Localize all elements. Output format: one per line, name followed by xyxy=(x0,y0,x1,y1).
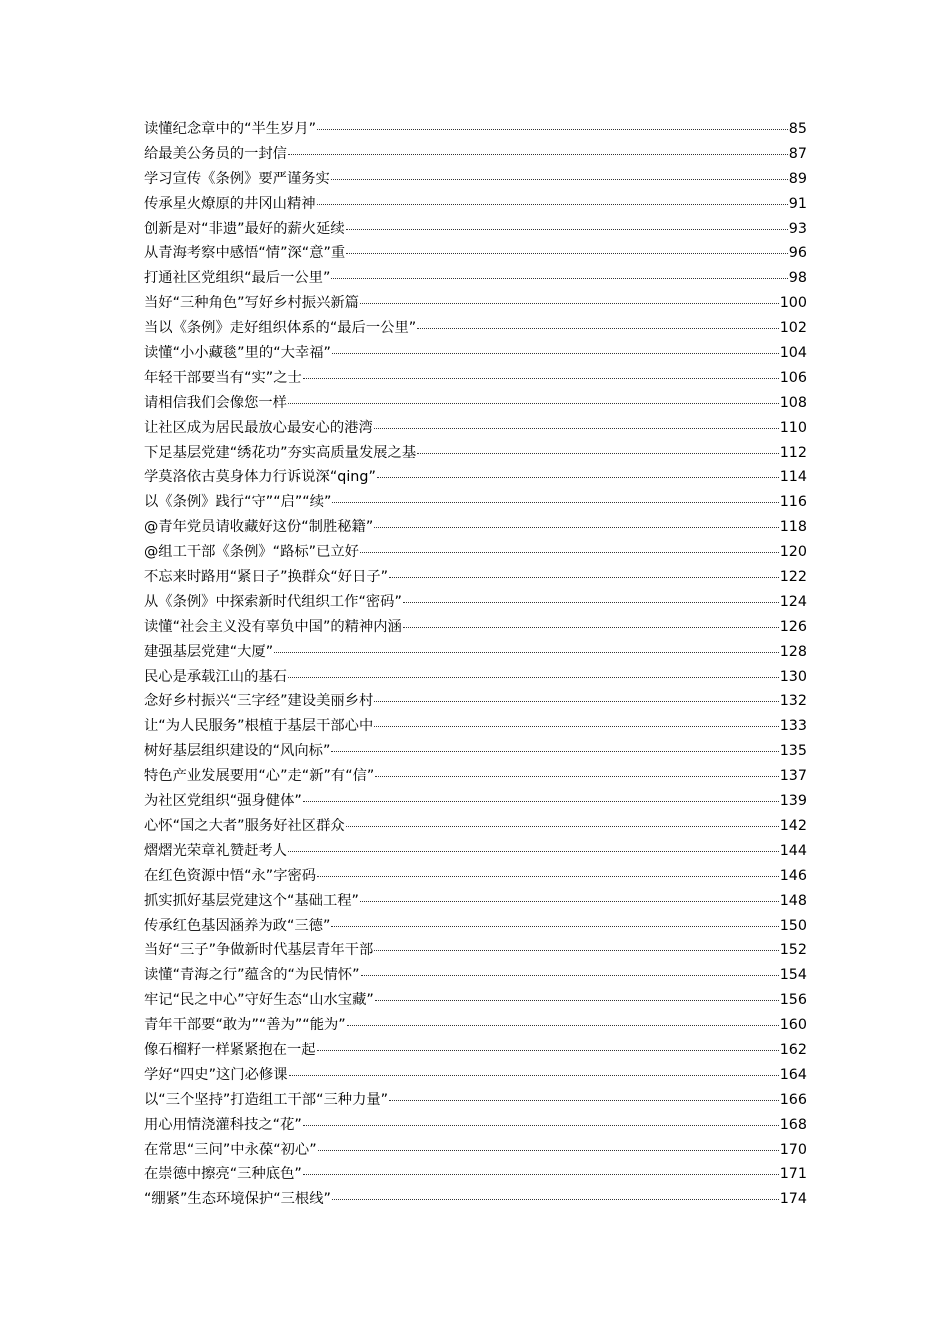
toc-entry[interactable] xyxy=(144,1013,807,1038)
toc-entry[interactable] xyxy=(144,316,807,341)
toc-entry[interactable] xyxy=(144,665,807,690)
toc-entry-page-number: 135 xyxy=(779,743,807,760)
toc-entry-page-number: 102 xyxy=(779,320,807,337)
toc-dot-leader xyxy=(374,726,778,727)
toc-entry-page-number: 128 xyxy=(779,643,807,660)
toc-entry-title: 特色产业发展要用“心”走“新”有“信” xyxy=(144,768,375,785)
toc-entry-page-number: 164 xyxy=(779,1066,807,1083)
toc-dot-leader xyxy=(346,826,779,827)
toc-entry-title: 心怀“国之大者”服务好社区群众 xyxy=(144,817,345,834)
toc-dot-leader xyxy=(332,1199,779,1200)
toc-dot-leader xyxy=(331,751,778,752)
toc-entry-page-number: 152 xyxy=(779,942,807,959)
toc-dot-leader xyxy=(347,1025,779,1026)
toc-entry-title: 树好基层组织建设的“风向标” xyxy=(144,743,331,760)
toc-entry[interactable] xyxy=(144,988,807,1013)
toc-entry[interactable] xyxy=(144,441,807,466)
toc-entry-page-number: 120 xyxy=(779,544,807,561)
toc-entry[interactable] xyxy=(144,839,807,864)
toc-entry[interactable] xyxy=(144,540,807,565)
toc-entry-title: 请相信我们会像您一样 xyxy=(144,394,287,411)
toc-entry-title: 在常思“三问”中永葆“初心” xyxy=(144,1141,317,1158)
toc-entry-title: 传承红色基因涵养为政“三德” xyxy=(144,917,331,934)
toc-entry[interactable] xyxy=(144,814,807,839)
toc-entry[interactable] xyxy=(144,266,807,291)
toc-dot-leader xyxy=(288,154,788,155)
toc-entry-title: 当以《条例》走好组织体系的“最后一公里” xyxy=(144,320,417,337)
toc-entry-page-number: 132 xyxy=(779,693,807,710)
toc-entry[interactable] xyxy=(144,640,807,665)
toc-entry-page-number: 108 xyxy=(779,394,807,411)
toc-entry-title: 创新是对“非遗”最好的薪火延续 xyxy=(144,220,345,237)
toc-dot-leader xyxy=(317,204,788,205)
toc-dot-leader xyxy=(332,502,778,503)
toc-entry[interactable] xyxy=(144,889,807,914)
toc-entry-page-number: 154 xyxy=(779,967,807,984)
toc-entry-page-number: 146 xyxy=(779,867,807,884)
toc-dot-leader xyxy=(375,1000,779,1001)
toc-entry-title: 读懂“青海之行”蕴含的“为民情怀” xyxy=(144,967,360,984)
toc-entry-page-number: 160 xyxy=(779,1017,807,1034)
toc-dot-leader xyxy=(417,453,779,454)
toc-dot-leader xyxy=(289,1075,779,1076)
toc-entry-page-number: 85 xyxy=(788,121,807,137)
toc-dot-leader xyxy=(346,229,788,230)
toc-dot-leader xyxy=(317,1050,779,1051)
toc-entry[interactable] xyxy=(144,366,807,391)
toc-dot-leader xyxy=(331,926,778,927)
toc-dot-leader xyxy=(317,876,779,877)
toc-dot-leader xyxy=(377,477,779,478)
toc-entry-title: 读懂“小小藏毯”里的“大幸福” xyxy=(144,345,331,362)
toc-entry-page-number: 162 xyxy=(779,1041,807,1058)
toc-entry-title: 当好“三种角色”写好乡村振兴新篇 xyxy=(144,295,359,312)
toc-entry[interactable] xyxy=(144,565,807,590)
toc-entry-title: 让社区成为居民最放心最安心的港湾 xyxy=(144,419,373,436)
toc-entry[interactable] xyxy=(144,1038,807,1063)
toc-entry-page-number: 142 xyxy=(779,817,807,834)
toc-entry-page-number: 174 xyxy=(779,1191,807,1208)
table-of-contents xyxy=(144,117,807,1212)
toc-dot-leader xyxy=(303,378,779,379)
toc-entry[interactable] xyxy=(144,789,807,814)
toc-entry[interactable] xyxy=(144,1162,807,1187)
toc-entry-title: 让“为人民服务”根植于基层干部心中 xyxy=(144,718,374,735)
toc-entry-page-number: 93 xyxy=(788,220,807,237)
toc-dot-leader xyxy=(361,975,779,976)
toc-dot-leader xyxy=(288,851,779,852)
toc-entry-page-number: 168 xyxy=(779,1116,807,1133)
toc-dot-leader xyxy=(288,403,779,404)
toc-entry-page-number: 100 xyxy=(779,295,807,312)
toc-entry-page-number: 116 xyxy=(779,494,807,511)
toc-entry[interactable] xyxy=(144,490,807,515)
toc-dot-leader xyxy=(374,701,778,702)
toc-entry-title: 像石榴籽一样紧紧抱在一起 xyxy=(144,1041,316,1058)
toc-entry-title: 打通社区党组织“最后一公里” xyxy=(144,270,331,287)
toc-dot-leader xyxy=(360,901,779,902)
toc-entry-title: @青年党员请收藏好这份“制胜秘籍” xyxy=(144,519,374,536)
toc-entry-page-number: 170 xyxy=(779,1141,807,1158)
toc-dot-leader xyxy=(303,1174,779,1175)
toc-entry[interactable] xyxy=(144,465,807,490)
toc-entry[interactable] xyxy=(144,142,807,167)
toc-entry-page-number: 137 xyxy=(779,768,807,785)
toc-entry-page-number: 156 xyxy=(779,992,807,1009)
toc-entry[interactable] xyxy=(144,615,807,640)
toc-entry[interactable] xyxy=(144,764,807,789)
toc-dot-leader xyxy=(375,776,778,777)
toc-entry[interactable] xyxy=(144,515,807,540)
toc-entry-page-number: 126 xyxy=(779,618,807,635)
toc-entry[interactable] xyxy=(144,391,807,416)
toc-dot-leader xyxy=(389,577,779,578)
toc-dot-leader xyxy=(303,801,779,802)
toc-dot-leader xyxy=(303,1125,779,1126)
toc-dot-leader xyxy=(332,353,779,354)
toc-entry-title: 在红色资源中悟“永”字密码 xyxy=(144,867,317,884)
toc-dot-leader xyxy=(318,1150,779,1151)
toc-entry[interactable] xyxy=(144,416,807,441)
toc-entry-title: 抓实抓好基层党建这个“基础工程” xyxy=(144,892,359,909)
toc-entry-title: 建强基层党建“大厦” xyxy=(144,643,274,660)
toc-entry-page-number: 144 xyxy=(779,842,807,859)
toc-dot-leader xyxy=(403,627,779,628)
toc-entry[interactable] xyxy=(144,914,807,939)
toc-entry-page-number: 148 xyxy=(779,892,807,909)
toc-entry-page-number: 166 xyxy=(779,1091,807,1108)
toc-entry-title: 熠熠光荣章礼赞赶考人 xyxy=(144,842,287,859)
toc-dot-leader xyxy=(417,328,779,329)
toc-dot-leader xyxy=(374,950,778,951)
toc-entry[interactable] xyxy=(144,1138,807,1163)
toc-entry-page-number: 104 xyxy=(779,345,807,362)
toc-entry-page-number: 171 xyxy=(779,1166,807,1183)
toc-dot-leader xyxy=(360,552,779,553)
toc-entry[interactable] xyxy=(144,590,807,615)
toc-entry-title: 念好乡村振兴“三字经”建设美丽乡村 xyxy=(144,693,374,710)
toc-dot-leader xyxy=(331,179,788,180)
toc-entry[interactable] xyxy=(144,714,807,739)
toc-entry-page-number: 89 xyxy=(788,170,807,187)
toc-entry-title: @组工干部《条例》“路标”已立好 xyxy=(144,544,359,561)
toc-entry-title: 以“三个坚持”打造组工干部“三种力量” xyxy=(144,1091,389,1108)
toc-dot-leader xyxy=(331,278,787,279)
toc-entry[interactable] xyxy=(144,341,807,366)
toc-entry-title: 牢记“民之中心”守好生态“山水宝藏” xyxy=(144,992,374,1009)
toc-entry[interactable] xyxy=(144,1063,807,1088)
toc-entry-title: 给最美公务员的一封信 xyxy=(144,145,287,162)
toc-entry-page-number: 96 xyxy=(788,245,807,262)
toc-entry-page-number: 124 xyxy=(779,593,807,610)
toc-entry-title: 学莫洛依古莫身体力行诉说深“qing” xyxy=(144,469,376,486)
toc-dot-leader xyxy=(317,129,788,130)
toc-entry-title: 以《条例》践行“守”“启”“续” xyxy=(144,494,332,511)
toc-entry[interactable] xyxy=(144,192,807,217)
toc-entry[interactable] xyxy=(144,291,807,316)
toc-entry-title: 学好“四史”这门必修课 xyxy=(144,1066,288,1083)
toc-entry-title: “绷紧”生态环境保护“三根线” xyxy=(144,1191,331,1208)
toc-entry-title: 从青海考察中感悟“情”深“意”重 xyxy=(144,245,346,262)
toc-entry[interactable] xyxy=(144,117,807,142)
toc-entry[interactable] xyxy=(144,167,807,192)
toc-dot-leader xyxy=(274,652,779,653)
toc-dot-leader xyxy=(346,253,788,254)
toc-entry[interactable] xyxy=(144,241,807,266)
toc-dot-leader xyxy=(360,303,779,304)
toc-entry-page-number: 98 xyxy=(788,270,807,287)
toc-entry-title: 当好“三子”争做新时代基层青年干部 xyxy=(144,942,374,959)
toc-dot-leader xyxy=(403,602,779,603)
toc-entry[interactable] xyxy=(144,217,807,242)
toc-entry[interactable] xyxy=(144,739,807,764)
toc-entry-page-number: 114 xyxy=(779,469,807,486)
toc-dot-leader xyxy=(389,1100,779,1101)
toc-entry-page-number: 106 xyxy=(779,369,807,386)
toc-entry-title: 年轻干部要当有“实”之士 xyxy=(144,369,302,386)
toc-entry-page-number: 133 xyxy=(779,718,807,735)
toc-entry-title: 下足基层党建“绣花功”夯实高质量发展之基 xyxy=(144,444,417,461)
toc-entry-page-number: 87 xyxy=(788,145,807,162)
toc-entry-title: 学习宣传《条例》要严谨务实 xyxy=(144,170,330,187)
toc-entry-page-number: 91 xyxy=(788,195,807,212)
toc-entry-title: 从《条例》中探索新时代组织工作“密码” xyxy=(144,593,402,610)
toc-entry-page-number: 139 xyxy=(779,793,807,810)
toc-entry-page-number: 110 xyxy=(779,419,807,436)
toc-entry[interactable] xyxy=(144,963,807,988)
toc-entry-title: 青年干部要“敢为”“善为”“能为” xyxy=(144,1017,346,1034)
toc-dot-leader xyxy=(374,428,779,429)
toc-entry[interactable] xyxy=(144,938,807,963)
toc-entry-title: 民心是承载江山的基石 xyxy=(144,668,287,685)
toc-entry-page-number: 150 xyxy=(779,917,807,934)
toc-dot-leader xyxy=(288,677,779,678)
toc-entry-title: 用心用情浇灌科技之“花” xyxy=(144,1116,302,1133)
toc-entry[interactable] xyxy=(144,864,807,889)
toc-dot-leader xyxy=(374,527,778,528)
toc-entry-title: 读懂纪念章中的“半生岁月” xyxy=(144,121,317,137)
toc-entry-title: 传承星火燎原的井冈山精神 xyxy=(144,195,316,212)
toc-entry[interactable] xyxy=(144,1088,807,1113)
toc-entry[interactable] xyxy=(144,1113,807,1138)
toc-entry-page-number: 118 xyxy=(779,519,807,536)
toc-entry-title: 读懂“社会主义没有辜负中国”的精神内涵 xyxy=(144,618,402,635)
toc-entry[interactable] xyxy=(144,1187,807,1212)
toc-entry[interactable] xyxy=(144,689,807,714)
toc-entry-page-number: 112 xyxy=(779,444,807,461)
toc-entry-title: 不忘来时路用“紧日子”换群众“好日子” xyxy=(144,569,389,586)
toc-entry-page-number: 130 xyxy=(779,668,807,685)
toc-entry-page-number: 122 xyxy=(779,569,807,586)
toc-entry-title: 为社区党组织“强身健体” xyxy=(144,793,302,810)
toc-entry-title: 在崇德中擦亮“三种底色” xyxy=(144,1166,302,1183)
